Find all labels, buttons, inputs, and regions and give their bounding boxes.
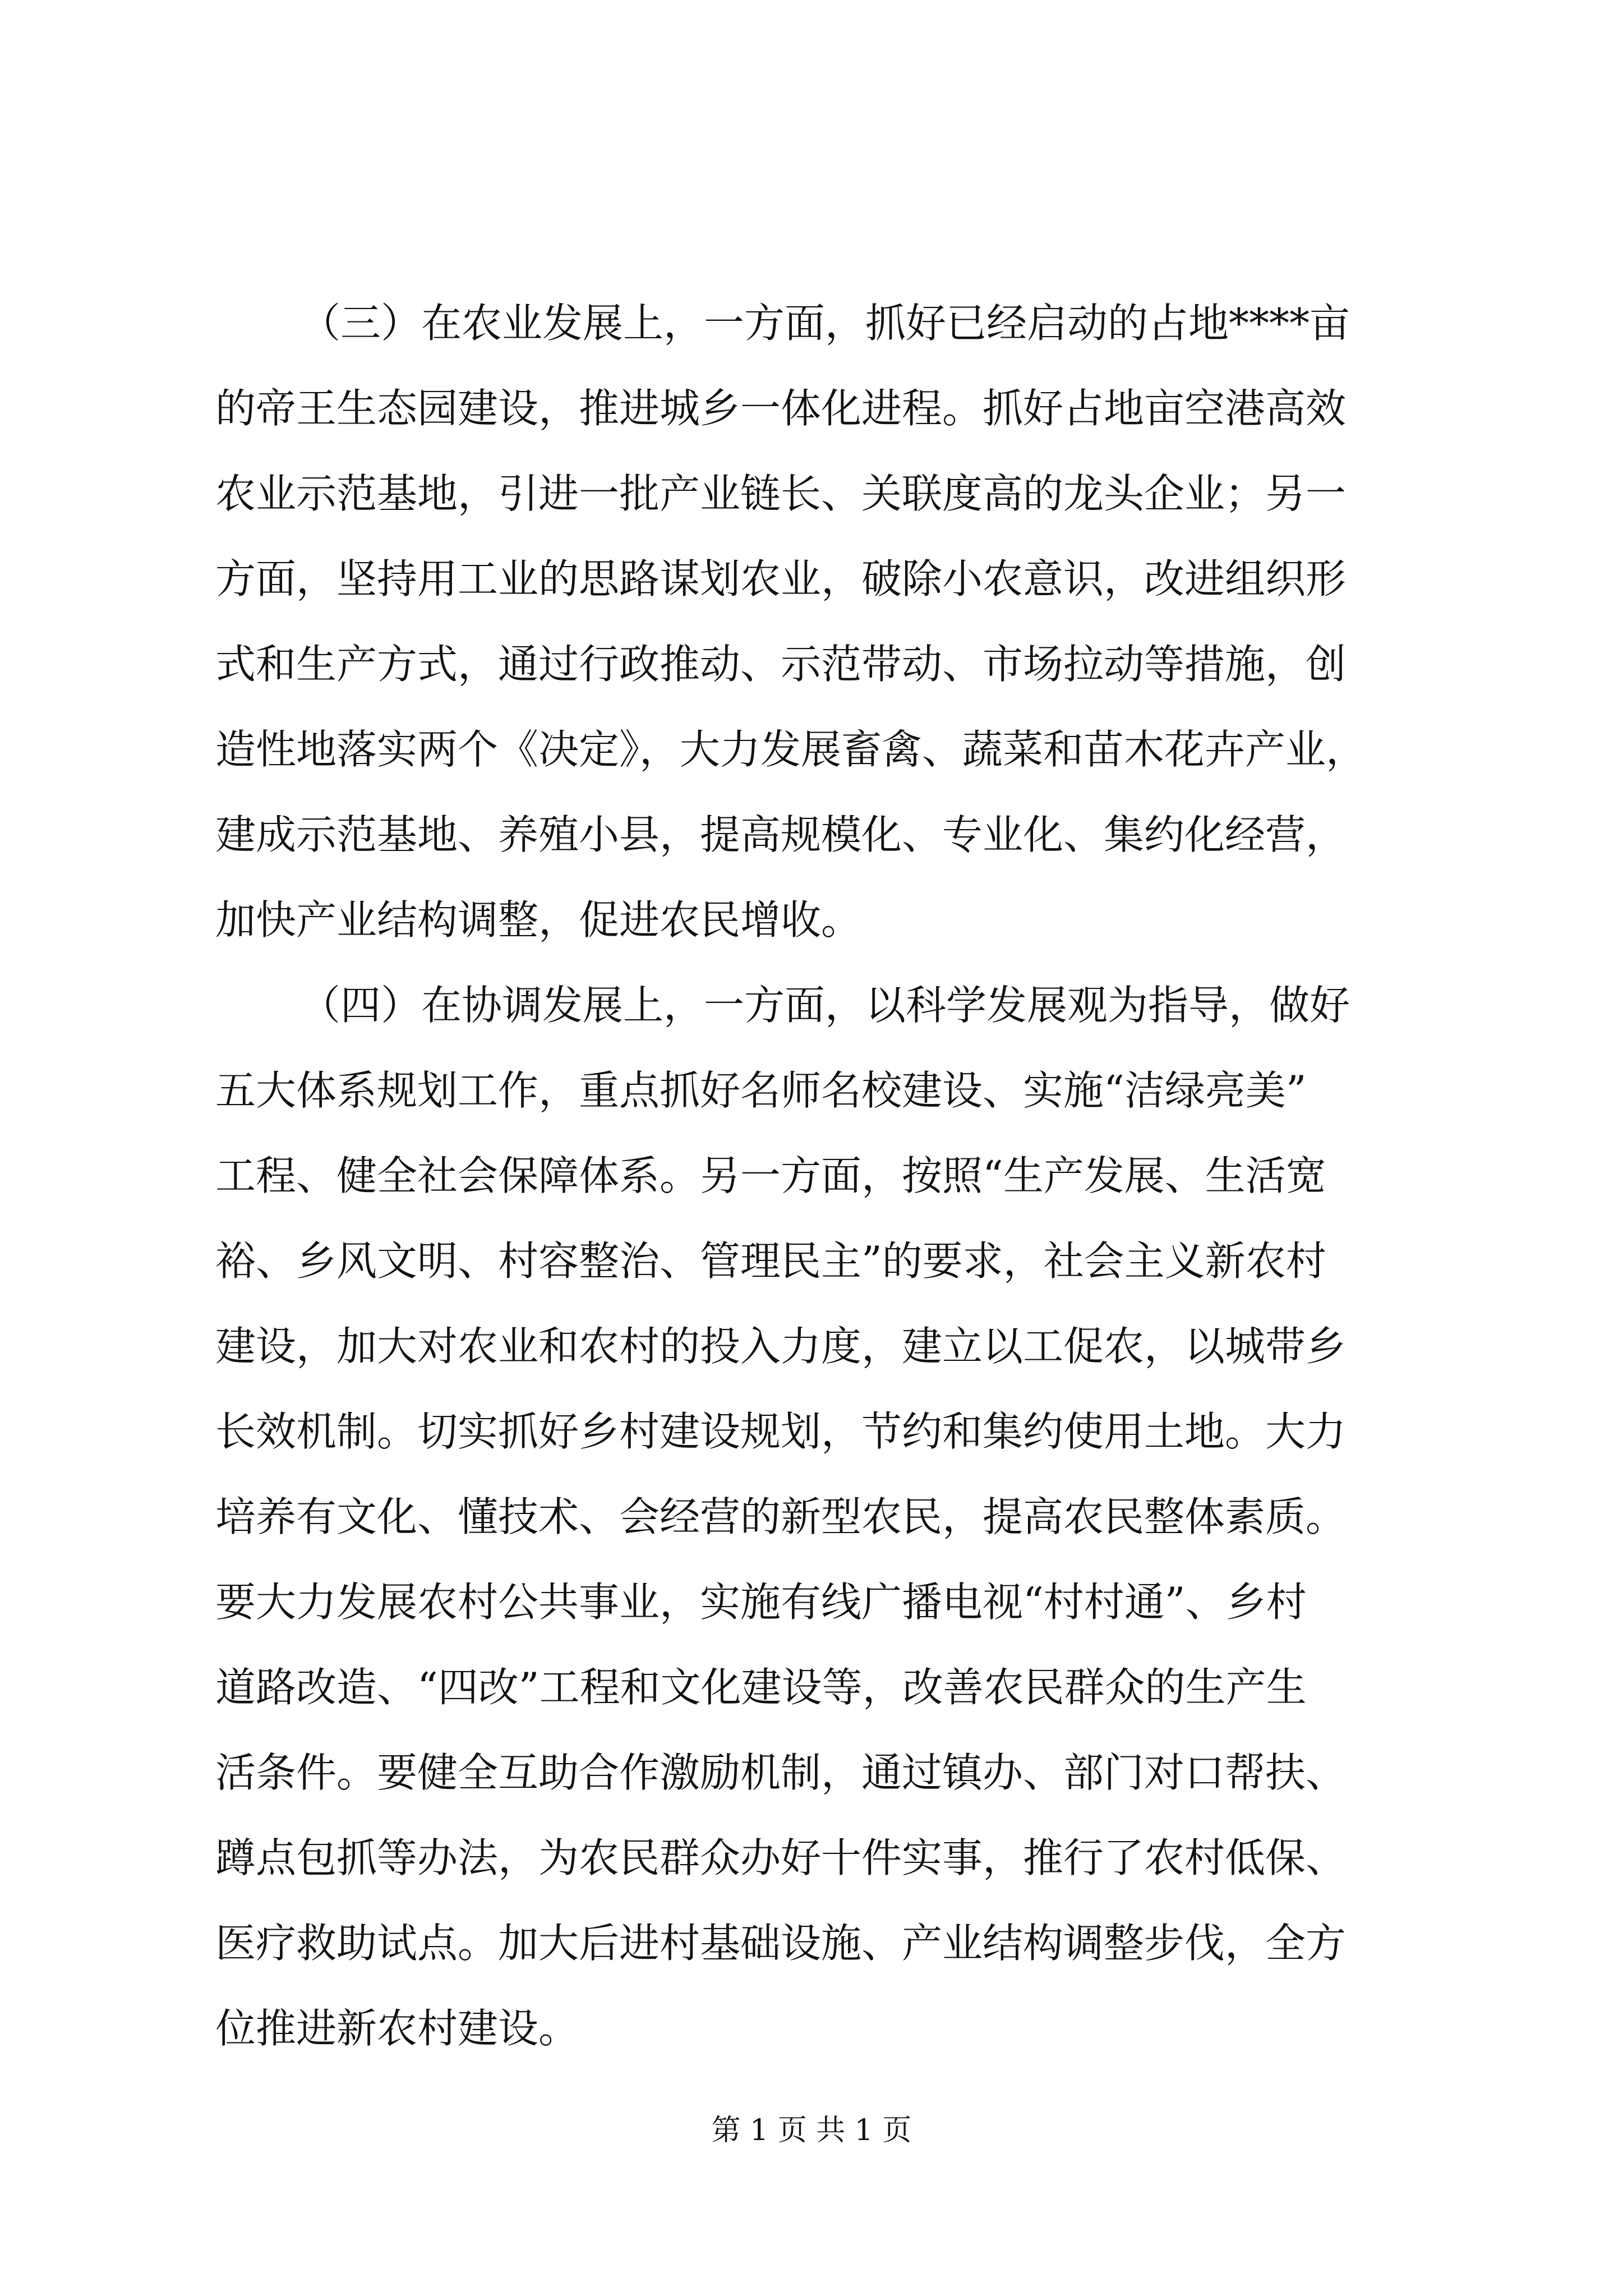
paragraph-1-line-1: （三）在农业发展上，一方面，抓好已经启动的占地****亩 bbox=[300, 300, 1350, 347]
paragraph-2-line-10: 活条件。要健全互助合作激励机制，通过镇办、部门对口帮扶、 bbox=[215, 1749, 1347, 1796]
paragraph-1-line-7: 建成示范基地、养殖小县，提高规模化、专业化、集约化经营， bbox=[215, 811, 1347, 858]
paragraph-2-line-11: 蹲点包抓等办法，为农民群众办好十件实事，推行了农村低保、 bbox=[215, 1834, 1347, 1881]
paragraph-1-line-8: 加快产业结构调整，促进农民增收。 bbox=[215, 896, 862, 944]
paragraph-2-line-3: 工程、健全社会保障体系。另一方面，按照“生产发展、生活宽 bbox=[215, 1152, 1326, 1199]
paragraph-1-line-6: 造性地落实两个《决定》，大力发展畜禽、蔬菜和苗木花卉产业， bbox=[215, 726, 1367, 773]
paragraph-1-line-3: 农业示范基地，引进一批产业链长、关联度高的龙头企业；另一 bbox=[215, 470, 1347, 517]
paragraph-2-line-7: 培养有文化、懂技术、会经营的新型农民，提高农民整体素质。 bbox=[215, 1493, 1347, 1540]
paragraph-2-line-4: 裕、乡风文明、村容整治、管理民主”的要求，社会主义新农村 bbox=[215, 1237, 1326, 1285]
paragraph-2-line-9: 道路改造、“四改”工程和文化建设等，改善农民群众的生产生 bbox=[215, 1664, 1307, 1711]
paragraph-2-line-2: 五大体系规划工作，重点抓好名师名校建设、实施“洁绿亮美” bbox=[215, 1067, 1307, 1114]
paragraph-2-line-6: 长效机制。切实抓好乡村建设规划，节约和集约使用土地。大力 bbox=[215, 1408, 1347, 1455]
paragraph-2-line-1: （四）在协调发展上，一方面，以科学发展观为指导，做好 bbox=[300, 982, 1350, 1029]
paragraph-2-line-5: 建设，加大对农业和农村的投入力度，建立以工促农，以城带乡 bbox=[215, 1323, 1347, 1370]
paragraph-2-line-13: 位推进新农村建设。 bbox=[215, 2005, 579, 2052]
paragraph-2-line-12: 医疗救助试点。加大后进村基础设施、产业结构调整步伐，全方 bbox=[215, 1920, 1347, 1967]
paragraph-1-line-4: 方面，坚持用工业的思路谋划农业，破除小农意识，改进组织形 bbox=[215, 555, 1347, 602]
paragraph-1-line-2: 的帝王生态园建设，推进城乡一体化进程。抓好占地亩空港高效 bbox=[215, 385, 1347, 432]
paragraph-1-line-5: 式和生产方式，通过行政推动、示范带动、市场拉动等措施，创 bbox=[215, 641, 1347, 688]
paragraph-2-line-8: 要大力发展农村公共事业，实施有线广播电视“村村通”、乡村 bbox=[215, 1579, 1307, 1626]
page-number-footer: 第 1 页 共 1 页 bbox=[711, 2114, 912, 2147]
